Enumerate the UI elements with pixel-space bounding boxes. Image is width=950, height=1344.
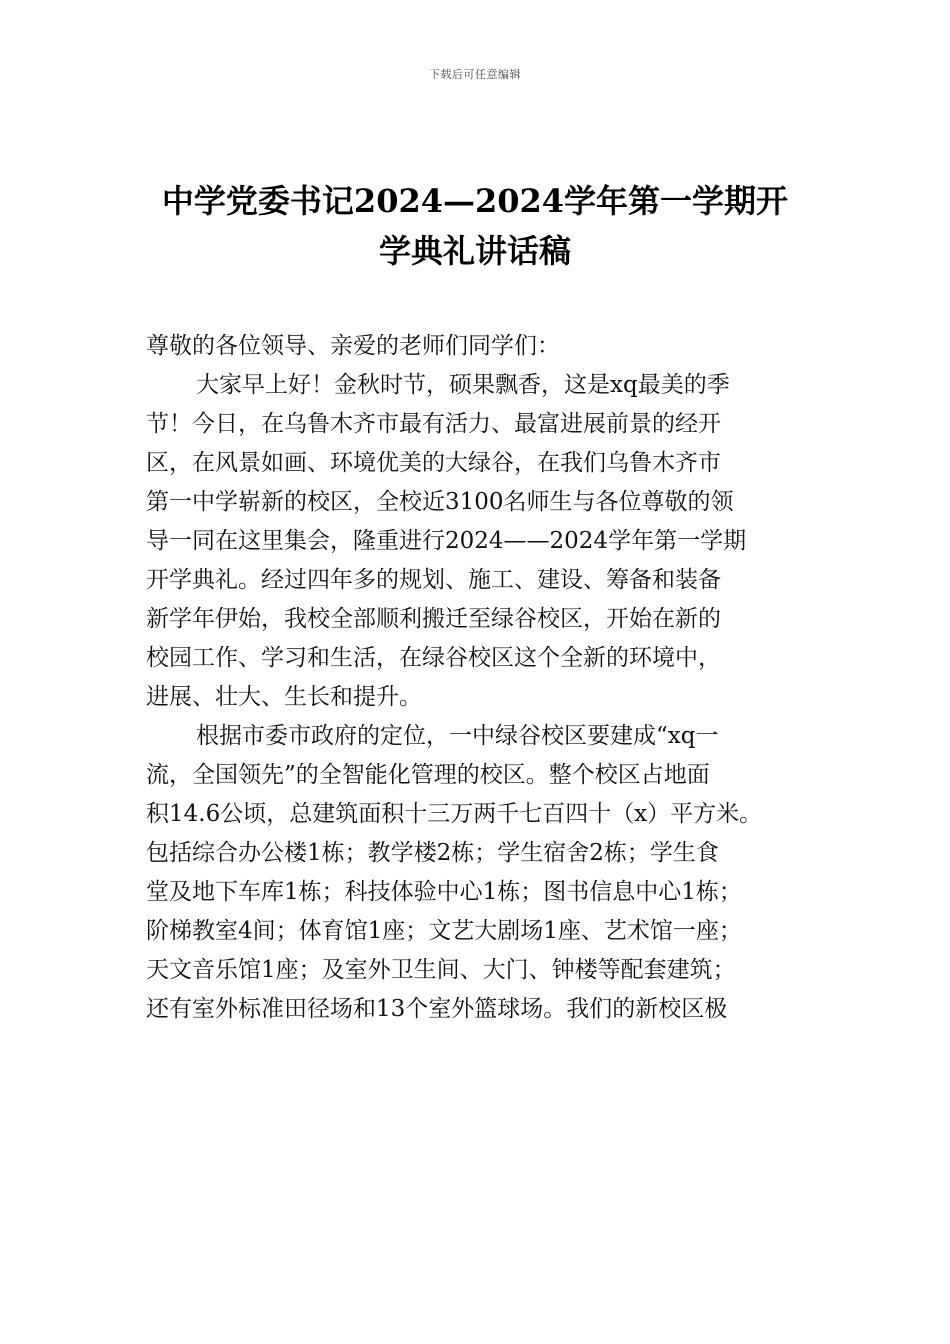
document-title — [120, 176, 830, 276]
body-line: 天文音乐馆1座；及室外卫生间、大门、钟楼等配套建筑； — [146, 957, 736, 983]
body-line: 开学典礼。经过四年多的规划、施工、建设、筹备和装备 — [146, 567, 721, 593]
body-line: 进展、壮大、生长和提升。 — [146, 684, 422, 710]
body-line: 区，在风景如画、环境优美的大绿谷，在我们乌鲁木齐市 — [146, 450, 721, 476]
body-line: 还有室外标准田径场和13个室外篮球场。我们的新校区极 — [146, 996, 728, 1022]
body-line: 堂及地下车库1栋；科技体验中心1栋；图书信息中心1栋； — [146, 879, 742, 905]
body-line: 包括综合办公楼1栋；教学楼2栋；学生宿舍2栋；学生食 — [146, 840, 719, 866]
body-line: 阶梯教室4间；体育馆1座；文艺大剧场1座、艺术馆一座； — [146, 918, 742, 944]
body-line: 导一同在这里集会，隆重进行2024——2024学年第一学期 — [146, 528, 747, 554]
body-line: 节！今日，在乌鲁木齐市最有活力、最富进展前景的经开 — [146, 411, 721, 437]
document-body — [146, 327, 836, 1029]
title-line-2: 学典礼讲话稿 — [378, 232, 571, 270]
body-line: 尊敬的各位领导、亲爱的老师们同学们： — [146, 333, 560, 359]
body-line: 校园工作、学习和生活，在绿谷校区这个全新的环境中， — [146, 645, 721, 671]
header-note: 下载后可任意编辑 — [429, 68, 521, 81]
body-line: 根据市委市政府的定位，一中绿谷校区要建成“xq一 — [196, 723, 719, 749]
body-line: 新学年伊始，我校全部顺利搬迁至绿谷校区，开始在新的 — [146, 606, 721, 632]
body-line: 大家早上好！金秋时节，硕果飘香，这是xq最美的季 — [196, 372, 730, 398]
body-line: 流，全国领先”的全智能化管理的校区。整个校区占地面 — [146, 762, 710, 788]
body-line: 第一中学崭新的校区，全校近3100名师生与各位尊敬的领 — [146, 489, 734, 515]
body-line: 积14.6公顷，总建筑面积十三万两千七百四十（x）平方米。 — [146, 801, 763, 827]
title-line-1: 中学党委书记2024—2024学年第一学期开 — [161, 182, 789, 220]
